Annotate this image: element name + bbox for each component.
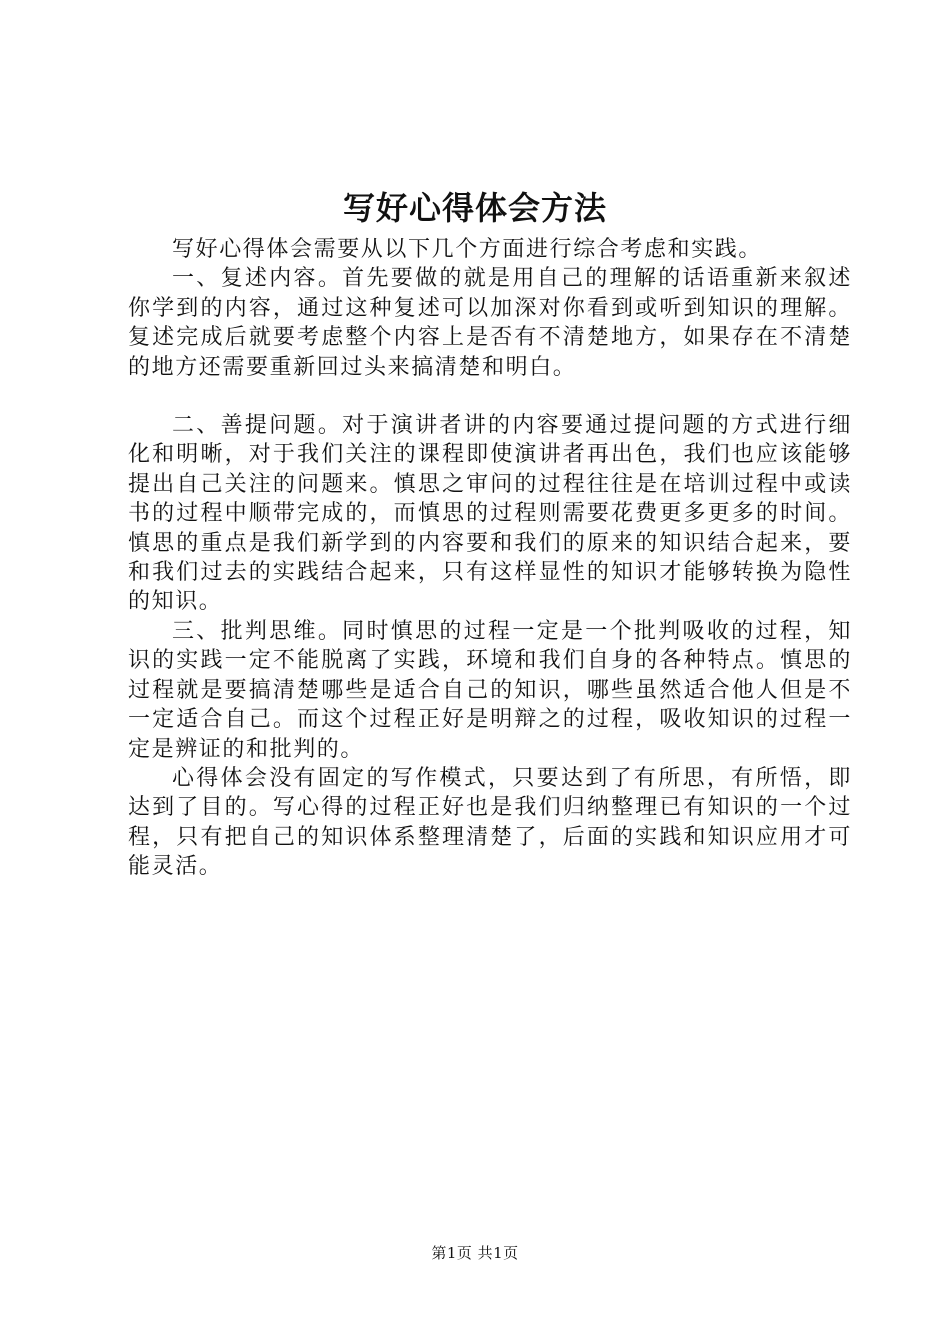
- paragraph-critical-thinking: 三、批判思维。同时慎思的过程一定是一个批判吸收的过程，知识的实践一定不能脱离了实践，环境和我们自身的各种特点。慎思的过程就是要搞清楚哪些是适合自己的知识，哪些虽然适合他人但是不一定适合自己。而这个过程正好是明辩之的过程，吸收知识的过程一定是辨证的和批判的。: [128, 618, 852, 762]
- paragraph-ask-questions: 二、善提问题。对于演讲者讲的内容要通过提问题的方式进行细化和明晰，对于我们关注的课程即使演讲者再出色，我们也应该能够提出自己关注的问题来。慎思之审问的过程往往是在培训过程中或读书的过程中顺带完成的，而慎思的过程则需要花费更多更多的时间。慎思的重点是我们新学到的内容要和我们的原来的知识结合起来，要和我们过去的实践结合起来，只有这样显性的知识才能够转换为隐性的知识。: [128, 413, 852, 615]
- document-body: [128, 235, 852, 882]
- intro-paragraph: 写好心得体会需要从以下几个方面进行综合考虑和实践。: [172, 237, 763, 262]
- paragraph-restate-content: 一、复述内容。首先要做的就是用自己的理解的话语重新来叙述你学到的内容，通过这种复述可以加深对你看到或听到知识的理解。复述完成后就要考虑整个内容上是否有不清楚地方，如果存在不清楚的地方还需要重新回过头来搞清楚和明白。: [128, 266, 852, 380]
- page-title: 写好心得体会方法: [342, 189, 607, 227]
- page-footer: 第1页 共1页: [431, 1244, 519, 1262]
- paragraph-spacer: [128, 382, 852, 411]
- paragraph-conclusion: 心得体会没有固定的写作模式，只要达到了有所思，有所悟，即达到了目的。写心得的过程正好也是我们归纳整理已有知识的一个过程，只有把自己的知识体系整理清楚了，后面的实践和知识应用才可能灵活。: [128, 765, 852, 880]
